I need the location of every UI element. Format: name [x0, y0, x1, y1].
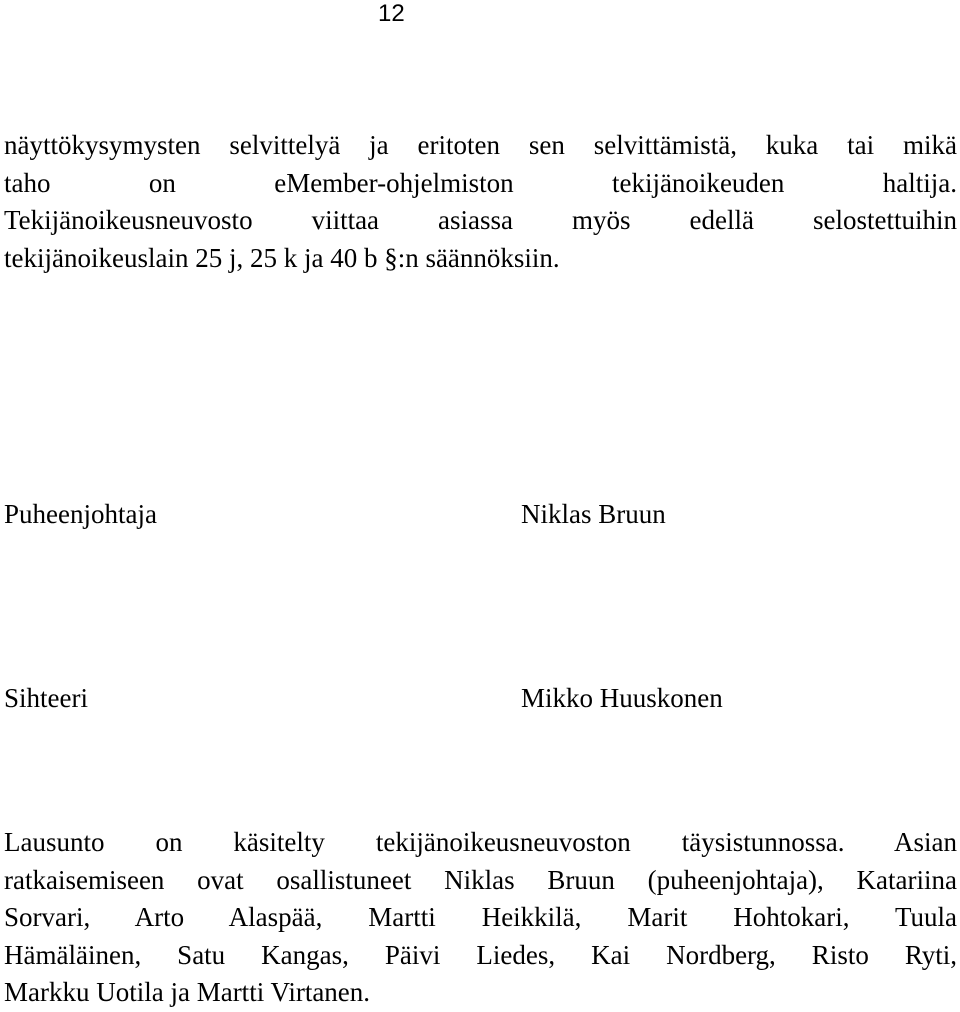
secretary-name: Mikko Huuskonen [521, 683, 723, 713]
secretary-label: Sihteeri [4, 683, 88, 713]
paragraph-line: Tekijänoikeusneuvosto viittaa asiassa myös edellä selostettuihin [4, 205, 957, 235]
page-number: 12 [378, 0, 405, 27]
paragraph-line: tekijänoikeuslain 25 j, 25 k ja 40 b §:n säännöksiin. [4, 242, 560, 273]
statement-paragraph [4, 127, 957, 277]
paragraph-line: ratkaisemiseen ovat osallistuneet Niklas Bruun (puheenjohtaja), Katariina [4, 864, 957, 895]
paragraph-line: Hämäläinen, Satu Kangas, Päivi Liedes, Kai Nordberg, Risto Ryti, [4, 939, 957, 970]
paragraph-line: taho on eMember-ohjelmiston tekijänoikeuden haltija. [4, 167, 957, 198]
paragraph-line: Lausunto on käsitelty tekijänoikeusneuvoston täysistunnossa. Asian [4, 827, 957, 857]
participants-paragraph [4, 824, 957, 1012]
paragraph-line: näyttökysymysten selvittelyä ja eritoten sen selvittämistä, kuka tai mikä [4, 130, 957, 160]
paragraph-line: Markku Uotila ja Martti Virtanen. [4, 977, 371, 1007]
paragraph-line: Sorvari, Arto Alaspää, Martti Heikkilä, Marit Hohtokari, Tuula [4, 902, 957, 932]
chairperson-label: Puheenjohtaja [4, 499, 157, 529]
chairperson-name: Niklas Bruun [521, 499, 666, 529]
